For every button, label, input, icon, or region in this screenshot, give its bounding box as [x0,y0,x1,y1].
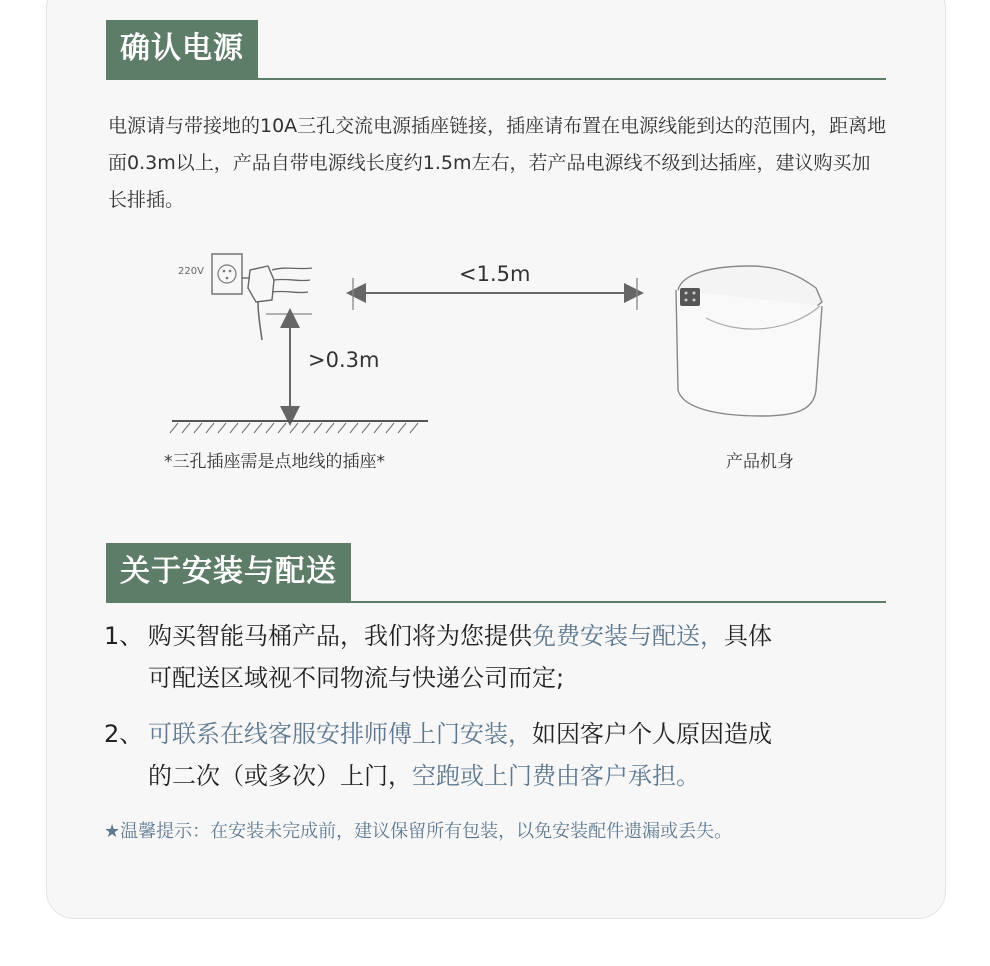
plug-hand-icon [242,266,312,340]
section-title-installation: 关于安装与配送 [106,543,351,601]
item-text: 购买智能马桶产品，我们将为您提供 [148,622,532,650]
cord-length-label: <1.5m [459,262,531,286]
section-title-power: 确认电源 [106,20,258,78]
power-distance-diagram [150,240,850,484]
list-item [104,615,894,699]
section-header-installation [106,543,886,603]
section-header-power [106,20,886,80]
item-text: 的二次（或多次）上门， [148,762,412,790]
item-highlight: 可联系在线客服安排师傅上门安装， [148,720,532,748]
warm-tip: ★温馨提示：在安装未完成前，建议保留所有包装，以免安装配件遗漏或丢失。 [104,821,733,842]
item-text-line2 [104,755,894,797]
power-instructions-paragraph: 电源请与带接地的10A三孔交流电源插座链接，插座请布置在电源线能到达的范围内，距离地面0.3m以上，产品自带电源线长度约1.5m左右，若产品电源线不级到达插座，建议购买加长排插。 [108,115,887,211]
product-caption: 产品机身 [726,452,794,472]
voltage-label: 220V [178,266,204,277]
wall-socket-icon [212,254,242,294]
item-text: 如因客户个人原因造成 [532,720,772,748]
socket-caption: *三孔插座需是点地线的插座* [164,452,385,472]
smart-toilet-icon [676,266,822,416]
item-number: 1、 [104,622,144,650]
item-text: 具体 [724,622,772,650]
list-item [104,713,894,797]
item-number: 2、 [104,720,144,748]
item-highlight: 免费安装与配送， [532,622,724,650]
item-highlight: 空跑或上门费由客户承担。 [412,762,700,790]
item-text-line2: 可配送区域视不同物流与快递公司而定; [148,664,565,692]
height-label: >0.3m [308,348,380,372]
